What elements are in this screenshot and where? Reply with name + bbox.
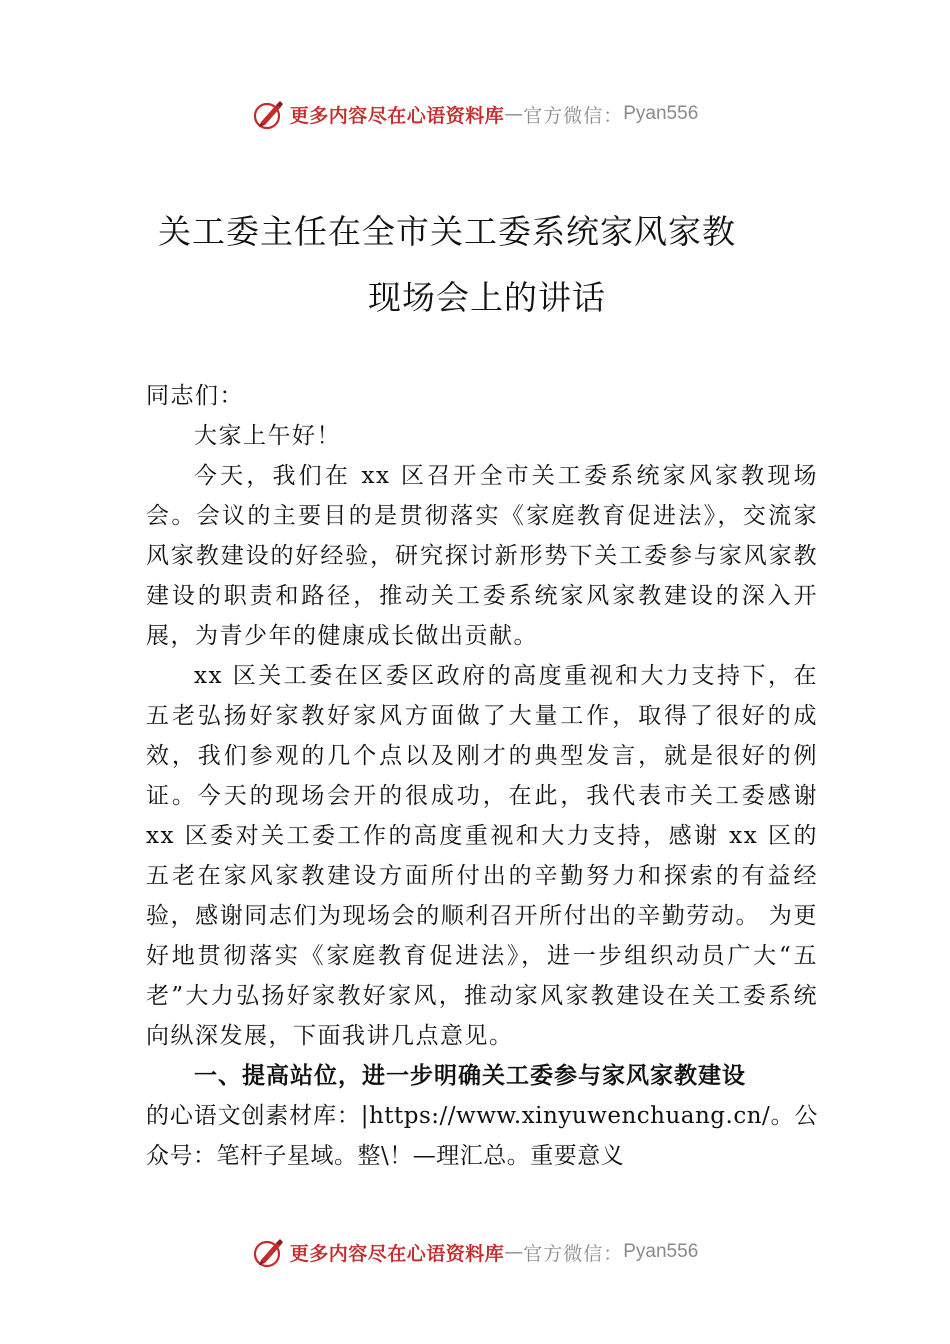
watermark-wechat-id: Pyan556: [623, 1241, 699, 1262]
document-title-line-1: 关工委主任在全市关工委系统家风家教: [158, 212, 736, 251]
watermark-banner-top: [0, 94, 950, 134]
watermark-wechat-id: Pyan556: [623, 103, 699, 124]
paragraph-2: xx 区关工委在区委区政府的高度重视和大力支持下，在五老弘扬好家教好家风方面做了大量工作，取得了很好的成效，我们参观的几个点以及刚才的典型发言，就是很好的例证。今天的现场会开的很成功，在此，我代表市关工委感谢 xx 区委对关工委工作的高度重视和大力支持，感谢 xx 区的五老在家风家教建设方面所付出的辛勤努力和探索的有益经验，感谢同志们为现场会的顺利召开所付出的辛勤劳动。 为更好地贯彻落实《家庭教育促进法》，进一步组织动员广大“五老”大力弘扬好家教好家风，推动家风家教建设在关工委系统向纵深发展，下面我讲几点意见。: [146, 663, 818, 1049]
paragraph-tail: 的心语文创素材库：|https://www.xinyuwenchuang.cn/。公众号：笔杆子星域。整\！—理汇总。重要意义: [146, 1103, 818, 1169]
watermark-wechat-label: 官方微信：: [523, 104, 624, 127]
watermark-banner-bottom: [0, 1232, 950, 1272]
fountain-pen-logo-icon: [252, 97, 286, 131]
watermark-wechat-label: 官方微信：: [523, 1242, 624, 1265]
greeting-paragraph: 大家上午好！: [194, 423, 341, 449]
document-body: [146, 376, 818, 1176]
paragraph-1: 今天，我们在 xx 区召开全市关工委系统家风家教现场会。会议的主要目的是贯彻落实《家庭教育促进法》，交流家风家教建设的好经验，研究探讨新形势下关工委参与家风家教建设的职责和路径，推动关工委系统家风家教建设的深入开展，为青少年的健康成长做出贡献。: [146, 463, 818, 649]
watermark-main-text: 更多内容尽在心语资料库: [289, 104, 505, 127]
watermark-dash: —: [504, 1241, 524, 1263]
watermark-dash: —: [504, 103, 524, 125]
document-title-line-2: 现场会上的讲话: [368, 278, 606, 317]
section-heading-1: 一、提高站位，进一步明确关工委参与家风家教建设: [194, 1063, 746, 1089]
watermark-main-text: 更多内容尽在心语资料库: [289, 1242, 505, 1265]
salutation: 同志们：: [146, 383, 244, 409]
fountain-pen-logo-icon: [252, 1235, 286, 1269]
